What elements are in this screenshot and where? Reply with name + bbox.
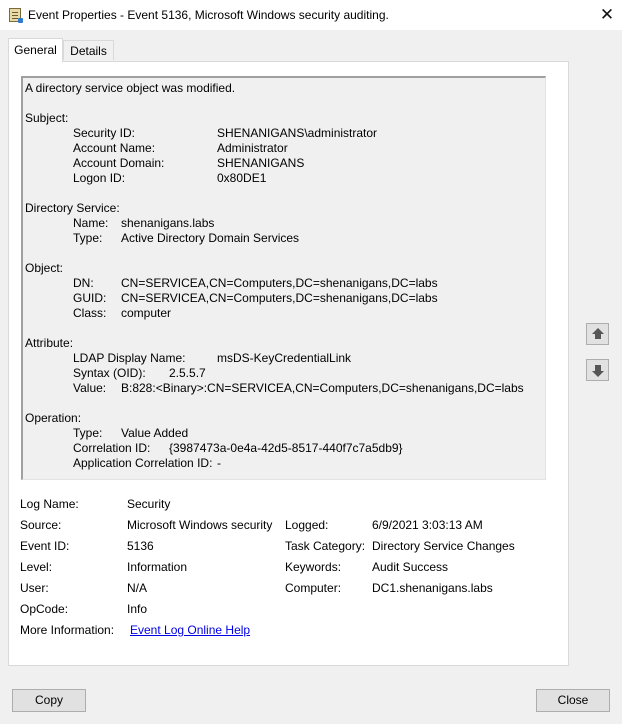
event-id-value: 5136 <box>127 539 154 553</box>
opcode-label: OpCode: <box>20 602 69 616</box>
object-class-value: computer <box>121 306 172 320</box>
directory-service-heading: Directory Service: <box>25 201 120 215</box>
window-title: Event Properties - Event 5136, Microsoft Windows security auditing. <box>28 8 389 22</box>
description-summary: A directory service object was modified. <box>25 81 236 95</box>
tab-details[interactable]: Details <box>63 40 114 60</box>
app-correlation-id-value: - <box>217 456 221 470</box>
attribute-value-label: Value: <box>73 381 107 395</box>
object-class-label: Class: <box>73 306 107 320</box>
keywords-value: Audit Success <box>372 560 449 574</box>
object-guid-label: GUID: <box>73 291 107 305</box>
logged-label: Logged: <box>285 518 329 532</box>
object-guid-value: CN=SERVICEA,CN=Computers,DC=shenanigans,DC=labs <box>121 291 438 305</box>
source-label: Source: <box>20 518 62 532</box>
attribute-value: B:828:<Binary>:CN=SERVICEA,CN=Computers,DC=shenanigans,DC=labs <box>121 381 524 395</box>
operation-heading: Operation: <box>25 411 82 425</box>
correlation-id-label: Correlation ID: <box>73 441 151 455</box>
level-label: Level: <box>20 560 53 574</box>
close-window-icon[interactable]: ✕ <box>599 5 615 24</box>
ldap-display-name-value: msDS-KeyCredentialLink <box>217 351 352 365</box>
operation-type-label: Type: <box>73 426 103 440</box>
logon-id-value: 0x80DE1 <box>217 171 267 185</box>
task-category-value: Directory Service Changes <box>372 539 515 553</box>
ds-name-value: shenanigans.labs <box>121 216 215 230</box>
opcode-value: Info <box>127 602 148 616</box>
app-correlation-id-label: Application Correlation ID: <box>73 456 213 470</box>
ds-name-label: Name: <box>73 216 109 230</box>
more-information-label: More Information: <box>20 623 115 637</box>
subject-heading: Subject: <box>25 111 69 125</box>
level-value: Information <box>127 560 188 574</box>
computer-label: Computer: <box>285 581 342 595</box>
previous-event-button[interactable] <box>586 323 609 345</box>
keywords-label: Keywords: <box>285 560 342 574</box>
attribute-heading: Attribute: <box>25 336 74 350</box>
ds-type-label: Type: <box>73 231 103 245</box>
user-label: User: <box>20 581 49 595</box>
next-event-button[interactable] <box>586 359 609 381</box>
task-category-label: Task Category: <box>285 539 366 553</box>
correlation-id-value: {3987473a-0e4a-42d5-8517-440f7c7a5db9} <box>169 441 403 455</box>
ds-type-value: Active Directory Domain Services <box>121 231 300 245</box>
event-description-box[interactable] <box>21 76 546 480</box>
account-name-label: Account Name: <box>73 141 156 155</box>
log-name-value: Security <box>127 497 171 511</box>
object-dn-value: CN=SERVICEA,CN=Computers,DC=shenanigans,DC=labs <box>121 276 438 290</box>
tab-general[interactable]: General <box>8 38 63 62</box>
logon-id-label: Logon ID: <box>73 171 126 185</box>
security-id-value: SHENANIGANS\administrator <box>217 126 378 140</box>
syntax-oid-value: 2.5.5.7 <box>169 366 206 380</box>
source-value: Microsoft Windows security <box>127 518 273 532</box>
object-dn-label: DN: <box>73 276 94 290</box>
event-id-label: Event ID: <box>20 539 70 553</box>
log-name-label: Log Name: <box>20 497 79 511</box>
event-log-online-help-link[interactable]: Event Log Online Help <box>130 623 251 637</box>
security-id-label: Security ID: <box>73 126 136 140</box>
account-domain-label: Account Domain: <box>73 156 165 170</box>
object-heading: Object: <box>25 261 64 275</box>
ldap-display-name-label: LDAP Display Name: <box>73 351 186 365</box>
event-log-icon <box>9 8 21 22</box>
logged-value: 6/9/2021 3:03:13 AM <box>372 518 483 532</box>
title-bar <box>0 0 622 30</box>
account-name-value: Administrator <box>217 141 288 155</box>
copy-button[interactable]: Copy <box>12 689 86 712</box>
down-arrow-icon <box>592 371 604 377</box>
close-button[interactable]: Close <box>536 689 610 712</box>
account-domain-value: SHENANIGANS <box>217 156 305 170</box>
syntax-oid-label: Syntax (OID): <box>73 366 146 380</box>
operation-type-value: Value Added <box>121 426 189 440</box>
user-value: N/A <box>127 581 148 595</box>
computer-value: DC1.shenanigans.labs <box>372 581 493 595</box>
